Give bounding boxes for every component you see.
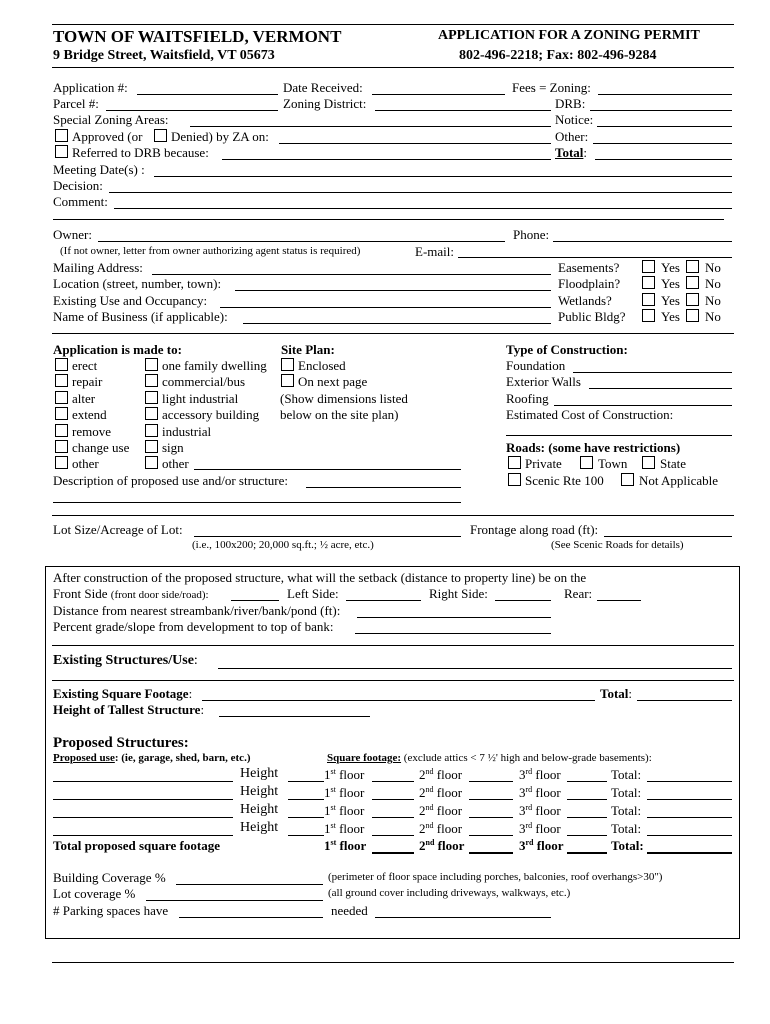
- other-type-field[interactable]: [194, 469, 461, 470]
- decision-label: Decision:: [53, 178, 103, 193]
- floor3-word: floor: [535, 803, 561, 818]
- floor1-label-1: [324, 768, 364, 781]
- light-industrial-checkbox[interactable]: [145, 391, 158, 404]
- total-floor3-field[interactable]: [567, 852, 607, 854]
- road-state-label: State: [660, 456, 686, 471]
- existing-total-label: [600, 687, 632, 700]
- floor3-field-4[interactable]: [567, 835, 607, 836]
- total-fee-label: [555, 146, 587, 159]
- road-private-label: Private: [525, 456, 562, 471]
- accessory-building-label: accessory building: [162, 407, 260, 422]
- other-field[interactable]: [593, 143, 732, 144]
- floor1-label-2: [324, 786, 364, 799]
- email-field[interactable]: [458, 257, 732, 258]
- row-total-label-1: Total:: [611, 767, 642, 782]
- fees-zoning-field[interactable]: [598, 94, 732, 95]
- construction-heading: Type of Construction:: [506, 342, 628, 357]
- floor2-sup: nd: [425, 821, 434, 830]
- repair-checkbox[interactable]: [55, 374, 68, 387]
- floor3-label-2: [519, 786, 561, 799]
- front-side-label: [53, 587, 209, 601]
- floor2-field-2[interactable]: [469, 799, 513, 800]
- frontage-field[interactable]: [604, 536, 732, 537]
- parking-needed-field[interactable]: [375, 917, 551, 918]
- other-type-label: other: [162, 456, 189, 471]
- parking-have-label: # Parking spaces have: [53, 903, 169, 918]
- total-floor2-word: floor: [437, 838, 465, 853]
- road-state-checkbox[interactable]: [642, 456, 655, 469]
- referred-drb-field[interactable]: [222, 159, 551, 160]
- proposed-use-text: Proposed use: [53, 752, 115, 764]
- grade-label: Percent grade/slope from development to top of bank:: [53, 619, 334, 634]
- floor1-num: 1: [324, 767, 331, 782]
- sqft-heading-note: (exclude attics < 7 ½' high and below-grade basements):: [403, 752, 652, 764]
- proposed-use-field-1[interactable]: [53, 781, 233, 782]
- business-name-field[interactable]: [243, 323, 551, 324]
- one-family-label: one family dwelling: [162, 358, 267, 373]
- denied-label: Denied) by ZA on:: [171, 129, 269, 144]
- site-note-1: (Show dimensions listed: [280, 391, 408, 406]
- foundation-field[interactable]: [573, 372, 732, 373]
- road-private-checkbox[interactable]: [508, 456, 521, 469]
- total-fee-colon: :: [583, 145, 588, 160]
- one-family-checkbox[interactable]: [145, 358, 158, 371]
- height-label-4: Height: [240, 820, 279, 835]
- floor1-sup: st: [330, 767, 336, 776]
- commercial-label: commercial/bus: [162, 374, 246, 389]
- total-floor1-label: [324, 839, 366, 852]
- mailing-address-field[interactable]: [152, 274, 551, 275]
- left-side-label: Left Side:: [287, 586, 339, 601]
- row-total-field-4[interactable]: [647, 835, 732, 836]
- floor1-sup: st: [330, 785, 336, 794]
- alter-checkbox[interactable]: [55, 391, 68, 404]
- total-floor1-num: 1: [324, 838, 331, 853]
- floor2-sup: nd: [425, 803, 434, 812]
- phone-field[interactable]: [553, 241, 732, 242]
- streambank-field[interactable]: [357, 617, 551, 618]
- floor1-label-3: [324, 804, 364, 817]
- floor3-num: 3: [519, 767, 526, 782]
- lot-coverage-label: Lot coverage %: [53, 886, 136, 901]
- owner-label: Owner:: [53, 227, 92, 242]
- floor2-field-1[interactable]: [469, 781, 513, 782]
- floor3-label-1: [519, 768, 561, 781]
- grade-field[interactable]: [355, 633, 551, 634]
- easements-no-label: No: [705, 260, 721, 275]
- height-field-1[interactable]: [288, 781, 324, 782]
- floor2-num: 2: [419, 803, 426, 818]
- row-total-field-2[interactable]: [647, 799, 732, 800]
- total-floor2-field[interactable]: [469, 852, 513, 854]
- email-label: E-mail:: [415, 244, 454, 259]
- description-field-2[interactable]: [53, 502, 461, 503]
- floodplain-no-label: No: [705, 276, 721, 291]
- extend-label: extend: [72, 407, 107, 422]
- decision-field[interactable]: [109, 192, 732, 193]
- town-name: TOWN OF WAITSFIELD, VERMONT: [53, 27, 342, 46]
- total-floor2-label: [419, 839, 464, 852]
- right-side-label: Right Side:: [429, 586, 488, 601]
- header-rule: [52, 67, 734, 68]
- date-received-label: Date Received:: [283, 80, 363, 95]
- setback-rule: [52, 645, 734, 646]
- row-total-field-3[interactable]: [647, 817, 732, 818]
- tallest-structure-colon: :: [200, 702, 205, 717]
- total-fee-text: Total: [555, 145, 584, 160]
- business-name-label: Name of Business (if applicable):: [53, 309, 228, 324]
- floodplain-yes-checkbox[interactable]: [642, 276, 655, 289]
- sign-label: sign: [162, 440, 184, 455]
- floor3-field-1[interactable]: [567, 781, 607, 782]
- parcel-number-field[interactable]: [106, 110, 278, 111]
- row-total-label-3: Total:: [611, 803, 642, 818]
- total-floor1-word: floor: [339, 838, 367, 853]
- roofing-field[interactable]: [554, 405, 732, 406]
- site-enclosed-label: Enclosed: [298, 358, 346, 373]
- remove-label: remove: [72, 424, 111, 439]
- description-field[interactable]: [306, 487, 461, 488]
- floor1-word: floor: [339, 803, 365, 818]
- floor2-word: floor: [436, 821, 463, 836]
- other-type-checkbox[interactable]: [145, 456, 158, 469]
- road-town-label: Town: [598, 456, 628, 471]
- sign-checkbox[interactable]: [145, 440, 158, 453]
- floor3-word: floor: [535, 767, 561, 782]
- erect-label: erect: [72, 358, 98, 373]
- bottom-rule: [52, 962, 734, 963]
- proposed-use-field-3[interactable]: [53, 817, 233, 818]
- right-side-field[interactable]: [495, 600, 551, 601]
- floor1-field-1[interactable]: [372, 781, 414, 782]
- location-label: Location (street, number, town):: [53, 276, 222, 291]
- form-title: APPLICATION FOR A ZONING PERMIT: [438, 28, 700, 43]
- floor2-word: floor: [436, 803, 463, 818]
- special-zoning-field[interactable]: [190, 126, 551, 127]
- proposed-use-field-2[interactable]: [53, 799, 233, 800]
- existing-use-field[interactable]: [220, 307, 551, 308]
- site-note-2: below on the site plan): [280, 407, 399, 422]
- wetlands-yes-label: Yes: [661, 293, 680, 308]
- application-number-label: Application #:: [53, 80, 128, 95]
- section-rule-2: [52, 515, 734, 516]
- other-action-checkbox[interactable]: [55, 456, 68, 469]
- site-next-page-checkbox[interactable]: [281, 374, 294, 387]
- change-use-checkbox[interactable]: [55, 440, 68, 453]
- drb-label: DRB:: [555, 96, 586, 111]
- zoning-district-field[interactable]: [375, 110, 551, 111]
- existing-structures-label: [53, 654, 198, 668]
- existing-structures-field[interactable]: [218, 668, 732, 669]
- left-side-field[interactable]: [346, 600, 421, 601]
- description-label: Description of proposed use and/or structure:: [53, 473, 289, 488]
- exterior-walls-label: Exterior Walls: [506, 374, 581, 389]
- height-field-2[interactable]: [288, 799, 324, 800]
- existing-sqft-field[interactable]: [202, 700, 595, 701]
- total-floor2-num: 2: [419, 838, 426, 853]
- top-rule: [52, 24, 734, 25]
- referred-drb-label: Referred to DRB because:: [72, 145, 209, 160]
- parking-needed-label: needed: [331, 903, 368, 918]
- approved-checkbox[interactable]: [55, 129, 68, 142]
- floodplain-yes-label: Yes: [661, 276, 680, 291]
- foundation-label: Foundation: [506, 358, 566, 373]
- phone-fax: 802-496-2218; Fax: 802-496-9284: [459, 48, 657, 63]
- phone-label: Phone:: [513, 227, 550, 242]
- public-bldg-yes-label: Yes: [661, 309, 680, 324]
- floor2-label-4: [419, 822, 462, 835]
- drb-field[interactable]: [590, 110, 732, 111]
- floor3-label-4: [519, 822, 561, 835]
- commercial-checkbox[interactable]: [145, 374, 158, 387]
- row-total-label-2: Total:: [611, 785, 642, 800]
- section-rule-1: [52, 333, 734, 334]
- floor1-num: 1: [324, 785, 331, 800]
- floor1-word: floor: [339, 821, 365, 836]
- application-number-field[interactable]: [137, 94, 278, 95]
- height-label-1: Height: [240, 766, 279, 781]
- industrial-label: industrial: [162, 424, 212, 439]
- wetlands-no-checkbox[interactable]: [686, 293, 699, 306]
- existing-total-field[interactable]: [637, 700, 732, 701]
- floodplain-label: Floodplain?: [558, 276, 621, 291]
- alter-label: alter: [72, 391, 96, 406]
- frontage-note: (See Scenic Roads for details): [551, 539, 684, 551]
- floor3-field-3[interactable]: [567, 817, 607, 818]
- road-town-checkbox[interactable]: [580, 456, 593, 469]
- total-floor3-word: floor: [536, 838, 564, 853]
- estimated-cost-field[interactable]: [506, 435, 732, 436]
- front-side-note: (front door side/road):: [110, 589, 209, 601]
- existing-sqft-label: [53, 687, 192, 700]
- fees-zoning-label: Fees = Zoning:: [512, 80, 591, 95]
- row-total-field-1[interactable]: [647, 781, 732, 782]
- public-bldg-yes-checkbox[interactable]: [642, 309, 655, 322]
- repair-label: repair: [72, 374, 103, 389]
- floor3-sup: rd: [525, 821, 533, 830]
- floor2-field-3[interactable]: [469, 817, 513, 818]
- total-floor3-label: [519, 839, 563, 852]
- notice-field[interactable]: [597, 126, 732, 127]
- sqft-heading: [327, 753, 652, 764]
- easements-yes-checkbox[interactable]: [642, 260, 655, 273]
- total-floor2-sup: nd: [425, 838, 435, 847]
- agent-note: (If not owner, letter from owner authorizing agent status is required): [60, 245, 361, 257]
- erect-checkbox[interactable]: [55, 358, 68, 371]
- tallest-structure-label: [53, 703, 204, 716]
- floor2-sup: nd: [425, 785, 434, 794]
- lot-size-example: (i.e., 100x200; 20,000 sq.ft.; ½ acre, etc.): [192, 539, 374, 551]
- wetlands-yes-checkbox[interactable]: [642, 293, 655, 306]
- floor2-word: floor: [436, 767, 463, 782]
- lot-coverage-note: (all ground cover including driveways, walkways, etc.): [328, 887, 571, 899]
- denied-checkbox[interactable]: [154, 129, 167, 142]
- zoning-district-label: Zoning District:: [283, 96, 367, 111]
- lot-size-field[interactable]: [194, 536, 461, 537]
- easements-no-checkbox[interactable]: [686, 260, 699, 273]
- site-plan-heading: Site Plan:: [281, 342, 335, 357]
- total-floor1-sup: st: [330, 838, 337, 847]
- floor1-word: floor: [339, 785, 365, 800]
- other-action-label: other: [72, 456, 99, 471]
- floor1-field-3[interactable]: [372, 817, 414, 818]
- rear-field[interactable]: [597, 600, 641, 601]
- floor2-sup: nd: [425, 767, 434, 776]
- owner-field[interactable]: [98, 241, 505, 242]
- easements-yes-label: Yes: [661, 260, 680, 275]
- floor3-num: 3: [519, 821, 526, 836]
- floor3-num: 3: [519, 785, 526, 800]
- total-fee-field[interactable]: [595, 159, 732, 160]
- location-field[interactable]: [235, 290, 551, 291]
- existing-total-colon: :: [628, 686, 633, 701]
- existing-structures-text: Existing Structures/Use: [53, 653, 194, 668]
- floor1-field-4[interactable]: [372, 835, 414, 836]
- existing-structures-colon: :: [193, 653, 198, 668]
- floor3-word: floor: [535, 821, 561, 836]
- easements-label: Easements?: [558, 260, 620, 275]
- sqft-heading-text: Square footage:: [327, 752, 402, 764]
- public-bldg-no-checkbox[interactable]: [686, 309, 699, 322]
- proposed-use-note: : (ie, garage, shed, barn, etc.): [114, 752, 251, 764]
- estimated-cost-label: Estimated Cost of Construction:: [506, 407, 674, 422]
- frontage-label: Frontage along road (ft):: [470, 522, 599, 537]
- building-coverage-label: Building Coverage %: [53, 870, 166, 885]
- floor3-label-3: [519, 804, 561, 817]
- tallest-structure-field[interactable]: [219, 716, 370, 717]
- height-field-4[interactable]: [288, 835, 324, 836]
- streambank-label: Distance from nearest streambank/river/bank/pond (ft):: [53, 603, 341, 618]
- road-not-applicable-checkbox[interactable]: [621, 473, 634, 486]
- grand-total-label: Total:: [611, 838, 644, 853]
- referred-drb-checkbox[interactable]: [55, 145, 68, 158]
- existing-use-label: Existing Use and Occupancy:: [53, 293, 208, 308]
- total-proposed-label: Total proposed square footage: [53, 838, 220, 853]
- tallest-structure-text: Height of Tallest Structure: [53, 702, 201, 717]
- floor2-label-1: [419, 768, 462, 781]
- meeting-dates-field[interactable]: [154, 176, 732, 177]
- approved-date-field[interactable]: [279, 143, 551, 144]
- row-total-label-4: Total:: [611, 821, 642, 836]
- floor1-sup: st: [330, 803, 336, 812]
- total-floor1-field[interactable]: [372, 852, 414, 854]
- proposed-use-field-4[interactable]: [53, 835, 233, 836]
- existing-total-text: Total: [600, 686, 629, 701]
- grand-total-field[interactable]: [647, 852, 732, 854]
- meeting-dates-label: Meeting Date(s) :: [53, 162, 145, 177]
- mailing-address-label: Mailing Address:: [53, 260, 143, 275]
- road-not-applicable-label: Not Applicable: [639, 473, 719, 488]
- light-industrial-label: light industrial: [162, 391, 239, 406]
- existing-sqft-colon: :: [188, 686, 193, 701]
- floor1-label-4: [324, 822, 364, 835]
- approved-label: Approved (or: [72, 129, 143, 144]
- lot-size-label: Lot Size/Acreage of Lot:: [53, 522, 183, 537]
- comment-label: Comment:: [53, 194, 108, 209]
- site-enclosed-checkbox[interactable]: [281, 358, 294, 371]
- date-received-field[interactable]: [372, 94, 505, 95]
- floor2-field-4[interactable]: [469, 835, 513, 836]
- floor1-sup: st: [330, 821, 336, 830]
- proposed-heading: Proposed Structures:: [53, 735, 189, 751]
- floor2-label-3: [419, 804, 462, 817]
- comment-field[interactable]: [114, 208, 732, 209]
- floor2-num: 2: [419, 821, 426, 836]
- comment-field-2[interactable]: [53, 219, 724, 220]
- road-scenic-checkbox[interactable]: [508, 473, 521, 486]
- application-heading: Application is made to:: [53, 342, 182, 357]
- town-address: 9 Bridge Street, Waitsfield, VT 05673: [53, 48, 275, 63]
- wetlands-label: Wetlands?: [558, 293, 612, 308]
- roofing-label: Roofing: [506, 391, 549, 406]
- other-label: Other:: [555, 129, 589, 144]
- floor3-sup: rd: [525, 785, 533, 794]
- public-bldg-no-label: No: [705, 309, 721, 324]
- floor3-word: floor: [535, 785, 561, 800]
- accessory-building-checkbox[interactable]: [145, 407, 158, 420]
- road-scenic-label: Scenic Rte 100: [525, 473, 604, 488]
- height-label-2: Height: [240, 784, 279, 799]
- exterior-walls-field[interactable]: [589, 388, 732, 389]
- height-label-3: Height: [240, 802, 279, 817]
- floor1-num: 1: [324, 803, 331, 818]
- front-side-text: Front Side: [53, 586, 108, 601]
- height-field-3[interactable]: [288, 817, 324, 818]
- rear-label: Rear:: [564, 586, 593, 601]
- existing-structures-rule: [52, 680, 734, 681]
- building-coverage-field[interactable]: [176, 884, 323, 885]
- floor2-label-2: [419, 786, 462, 799]
- setback-intro: After construction of the proposed structure, what will the setback (distance to property line) be on the: [53, 570, 587, 585]
- remove-checkbox[interactable]: [55, 424, 68, 437]
- proposed-use-heading: [53, 753, 250, 764]
- floor2-word: floor: [436, 785, 463, 800]
- lot-coverage-field[interactable]: [146, 900, 323, 901]
- roads-heading: Roads: (some have restrictions): [506, 440, 681, 455]
- special-zoning-label: Special Zoning Areas:: [53, 112, 169, 127]
- public-bldg-label: Public Bldg?: [558, 309, 626, 324]
- building-coverage-note: (perimeter of floor space including porches, balconies, roof overhangs>30"): [328, 871, 663, 883]
- floor2-num: 2: [419, 785, 426, 800]
- parcel-number-label: Parcel #:: [53, 96, 99, 111]
- floor3-sup: rd: [525, 803, 533, 812]
- floor3-num: 3: [519, 803, 526, 818]
- change-use-label: change use: [72, 440, 130, 455]
- floor2-num: 2: [419, 767, 426, 782]
- notice-label: Notice:: [555, 112, 594, 127]
- floor3-field-2[interactable]: [567, 799, 607, 800]
- total-floor3-sup: rd: [525, 838, 534, 847]
- industrial-checkbox[interactable]: [145, 424, 158, 437]
- floor1-num: 1: [324, 821, 331, 836]
- site-next-page-label: On next page: [298, 374, 368, 389]
- front-side-field[interactable]: [231, 600, 279, 601]
- parking-have-field[interactable]: [179, 917, 323, 918]
- extend-checkbox[interactable]: [55, 407, 68, 420]
- existing-sqft-text: Existing Square Footage: [53, 686, 189, 701]
- floor1-field-2[interactable]: [372, 799, 414, 800]
- wetlands-no-label: No: [705, 293, 721, 308]
- floor3-sup: rd: [525, 767, 533, 776]
- floodplain-no-checkbox[interactable]: [686, 276, 699, 289]
- floor1-word: floor: [339, 767, 365, 782]
- total-floor3-num: 3: [519, 838, 526, 853]
